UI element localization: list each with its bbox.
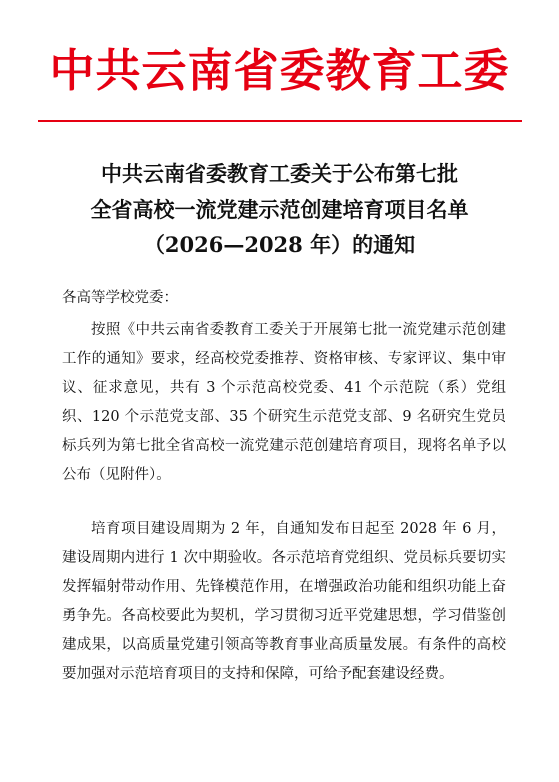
body-paragraph-1: 按照《中共云南省委教育工委关于开展第七批一流党建示范创建工作的通知》要求，经高校党委推荐、资格审核、专家评议、集中审议、征求意见，共有 3 个示范高校党委、41 个示范院（系）党组织、120 个示范党支部、35 个研究生示范党支部、9 名研究生党员标兵列为第七批全省高校一流党建示范创建培育项目，现将名单予以公布（见附件）。 bbox=[62, 322, 506, 483]
red-header-divider bbox=[38, 120, 522, 122]
salutation: 各高等学校党委： bbox=[62, 290, 178, 306]
document-title-line-2: 全省高校一流党建示范创建培育项目名单 bbox=[90, 197, 469, 222]
body-paragraph-2: 培育项目建设周期为 2 年，自通知发布日起至 2028 年 6 月，建设周期内进行 1 次中期验收。各示范培育党组织、党员标兵要切实发挥辐射带动作用、先锋模范作用，在增强政治功能和组织功能上奋勇争先。各高校要此为契机，学习贯彻习近平党建思想，学习借鉴创建成果，以高质量党建引领高等教育事业高质量发展。有条件的高校要加强对示范培育项目的支持和保障，可给予配套建设经费。 bbox=[62, 521, 506, 682]
document-title-line-1: 中共云南省委教育工委关于公布第七批 bbox=[101, 161, 458, 186]
red-header-org-name: 中共云南省委教育工委 bbox=[49, 44, 510, 97]
document-title-line-3: （2026—2028 年）的通知 bbox=[143, 232, 416, 257]
